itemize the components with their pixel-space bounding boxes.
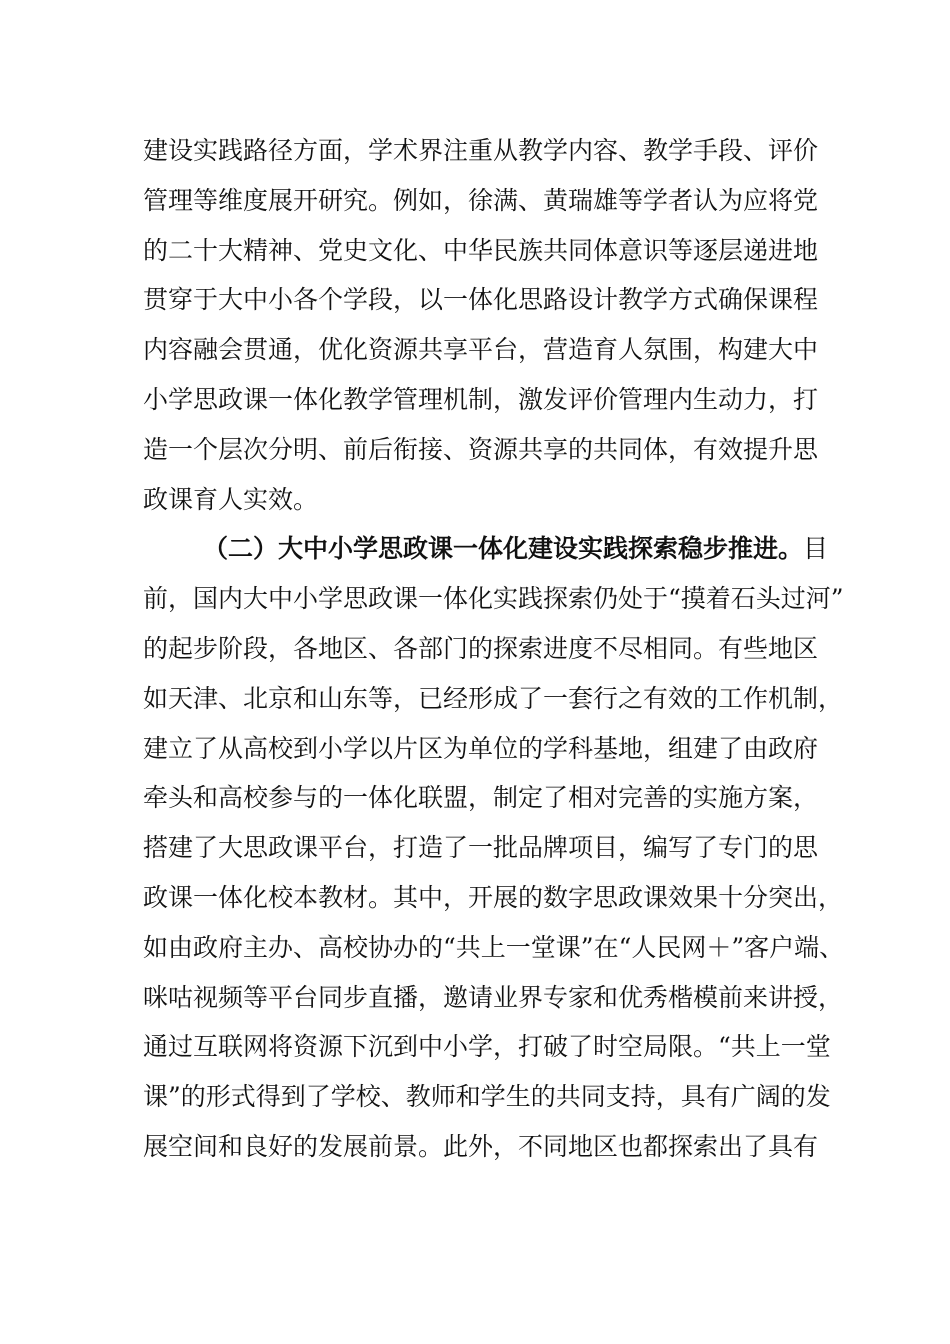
text-line: 咪咕视频等平台同步直播，邀请业界专家和优秀楷模前来讲授， bbox=[143, 982, 844, 1012]
text-line: 前，国内大中小学思政课一体化实践探索仍处于“摸着石头过河” bbox=[143, 584, 844, 614]
text-line: 小学思政课一体化教学管理机制，激发评价管理内生动力，打 bbox=[143, 384, 819, 414]
text-line: 内容融会贯通，优化资源共享平台，营造育人氛围，构建大中 bbox=[143, 335, 819, 365]
section-heading: （二）大中小学思政课一体化建设实践探索稳步推进。 bbox=[203, 534, 804, 564]
text-line: 搭建了大思政课平台，打造了一批品牌项目，编写了专门的思 bbox=[143, 833, 819, 863]
text-line: 通过互联网将资源下沉到中小学，打破了时空局限。“共上一堂 bbox=[143, 1032, 831, 1062]
text-line: 建立了从高校到小学以片区为单位的学科基地，组建了由政府 bbox=[143, 733, 819, 763]
text-line: 政课一体化校本教材。其中，开展的数字思政课效果十分突出， bbox=[143, 882, 844, 912]
text-line: 管理等维度展开研究。例如，徐满、黄瑞雄等学者认为应将党 bbox=[143, 185, 819, 215]
body-text bbox=[143, 126, 845, 1172]
text-line: 展空间和良好的发展前景。此外，不同地区也都探索出了具有 bbox=[143, 1131, 819, 1161]
text-line: 如天津、北京和山东等，已经形成了一套行之有效的工作机制， bbox=[143, 683, 844, 713]
text-line: 牵头和高校参与的一体化联盟，制定了相对完善的实施方案， bbox=[143, 783, 819, 813]
text-line: 政课育人实效。 bbox=[143, 484, 319, 514]
text-line: 的二十大精神、党史文化、中华民族共同体意识等逐层递进地 bbox=[143, 235, 819, 265]
text-line: 建设实践路径方面，学术界注重从教学内容、教学手段、评价 bbox=[143, 136, 819, 165]
section-first-line bbox=[143, 524, 829, 574]
text-line: 如由政府主办、高校协办的“共上一堂课”在“人民网＋”客户端、 bbox=[143, 932, 845, 962]
section-first-line-rest: 目 bbox=[803, 534, 829, 564]
text-line: 造一个层次分明、前后衔接、资源共享的共同体，有效提升思 bbox=[143, 434, 819, 464]
text-line: 的起步阶段，各地区、各部门的探索进度不尽相同。有些地区 bbox=[143, 633, 819, 663]
text-line: 课”的形式得到了学校、教师和学生的共同支持，具有广阔的发 bbox=[143, 1082, 831, 1112]
text-line: 贯穿于大中小各个学段，以一体化思路设计教学方式确保课程 bbox=[143, 285, 819, 315]
